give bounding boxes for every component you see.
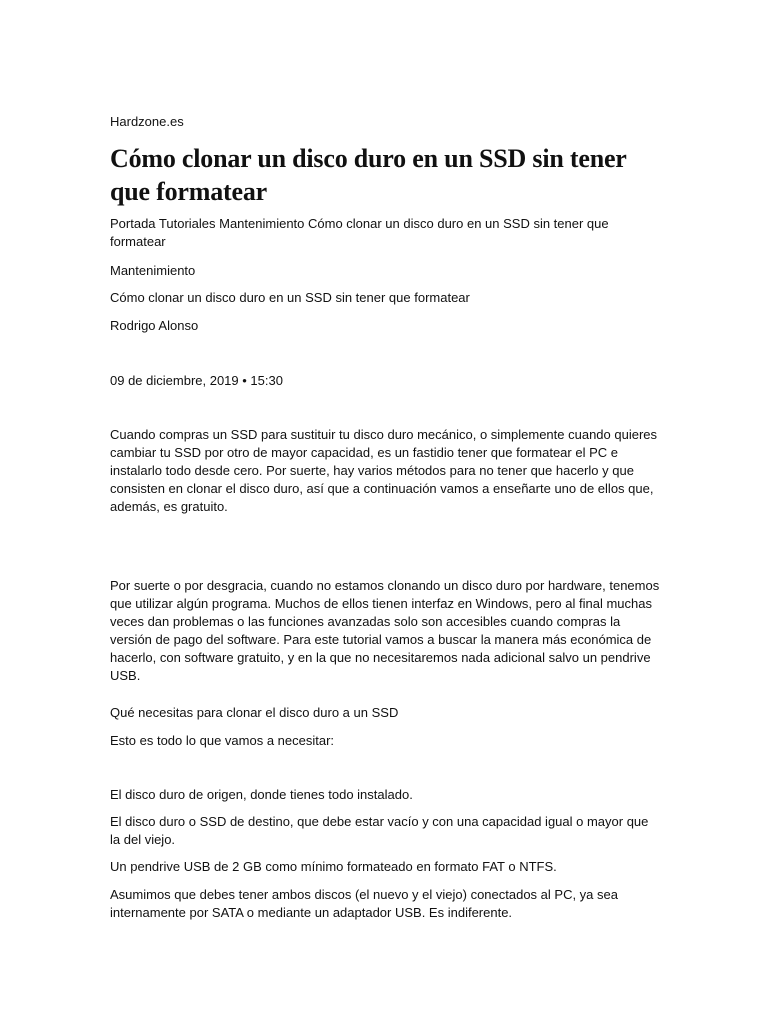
- list-item: Asumimos que debes tener ambos discos (el nuevo y el viejo) conectados al PC, ya sea internamente por SATA o mediante un adaptador USB. Es indiferente.: [110, 887, 618, 920]
- intro-paragraph: Cuando compras un SSD para sustituir tu disco duro mecánico, o simplemente cuando quieres cambiar tu SSD por otro de mayor capacidad, es un fastidio tener que formatear el PC e instalarlo todo desde cero. Por suerte, hay varios métodos para no tener que hacerlo y que consisten en clonar el disco duro, así que a continuación vamos a enseñarte uno de ellos que, además, es gratuito.: [110, 427, 658, 514]
- publish-date: 09 de diciembre, 2019 • 15:30: [110, 373, 283, 388]
- list-item: El disco duro o SSD de destino, que debe estar vacío y con una capacidad igual o mayor que la del viejo.: [110, 814, 649, 847]
- section-heading: Qué necesitas para clonar el disco duro a un SSD: [110, 705, 399, 720]
- list-item: El disco duro de origen, donde tienes todo instalado.: [110, 787, 413, 802]
- author-name: Rodrigo Alonso: [110, 318, 199, 333]
- section-intro: Esto es todo lo que vamos a necesitar:: [110, 733, 335, 748]
- breadcrumb: Portada Tutoriales Mantenimiento Cómo clonar un disco duro en un SSD sin tener que formatear: [110, 216, 609, 249]
- article-title: Cómo clonar un disco duro en un SSD sin tener que formatear: [110, 144, 627, 206]
- article-subtitle: Cómo clonar un disco duro en un SSD sin tener que formatear: [110, 290, 470, 305]
- body-paragraph: Por suerte o por desgracia, cuando no estamos clonando un disco duro por hardware, tenemos que utilizar algún programa. Muchos de ellos tienen interfaz en Windows, pero al final muchas veces dan problemas o las funciones avanzadas solo son accesibles cuando compras la versión de pago del software. Para este tutorial vamos a buscar la manera más económica de hacerlo, con software gratuito, y en la que no necesitaremos nada adicional salvo un pendrive USB.: [110, 578, 660, 683]
- source-site: Hardzone.es: [110, 114, 184, 129]
- category-label: Mantenimiento: [110, 263, 196, 278]
- list-item: Un pendrive USB de 2 GB como mínimo formateado en formato FAT o NTFS.: [110, 859, 557, 874]
